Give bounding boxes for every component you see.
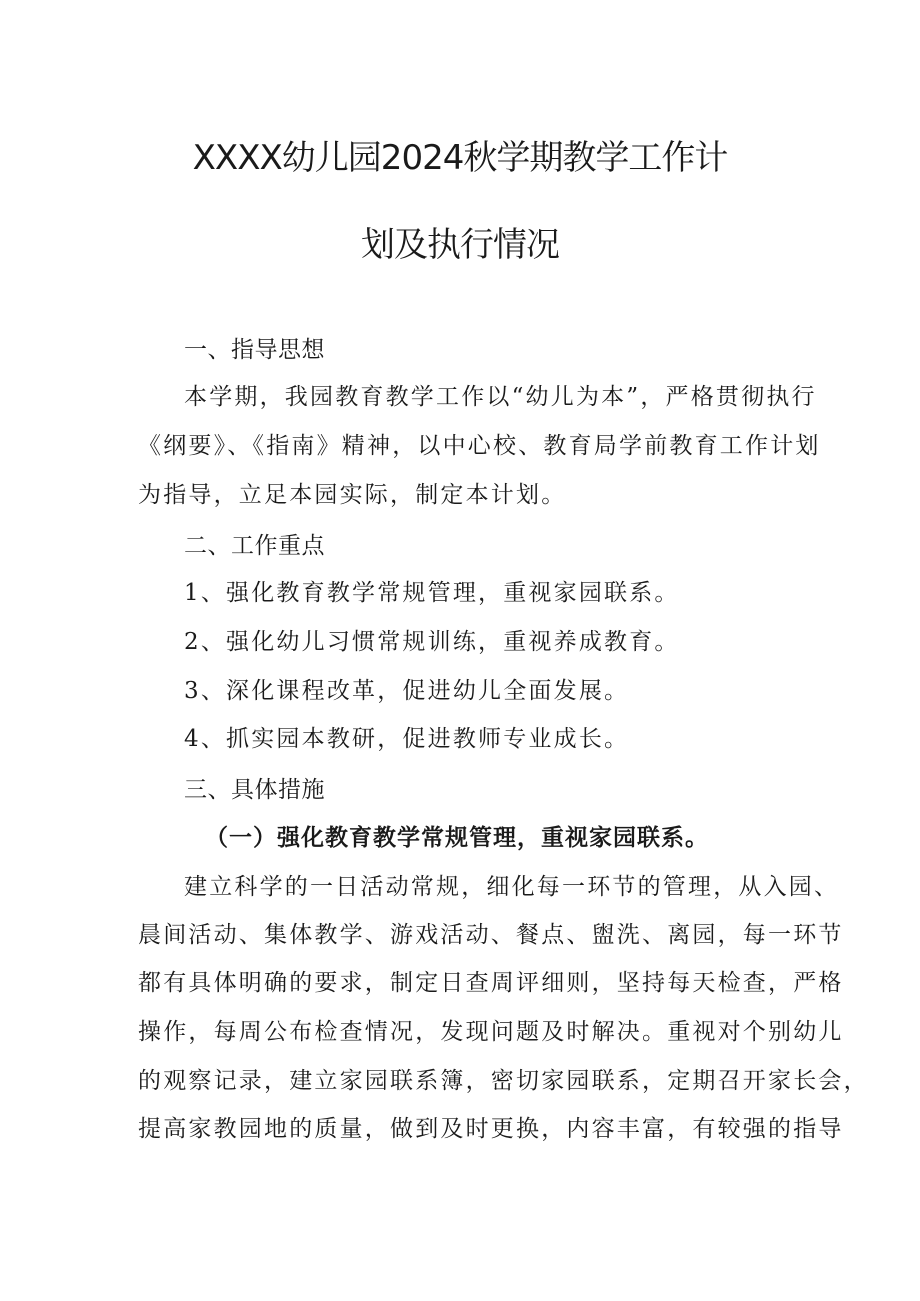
paragraph-line: 建立科学的一日活动常规，细化每一环节的管理，从入园、 — [184, 874, 840, 900]
section-heading-work-focus: 二、工作重点 — [184, 533, 325, 559]
subsection-heading: （一）强化教育教学常规管理，重视家园联系。 — [205, 824, 709, 851]
paragraph-line: 本学期，我园教育教学工作以“幼儿为本”，严格贯彻执行 — [184, 384, 817, 410]
list-item: 4、抓实园本教研，促进教师专业成长。 — [184, 726, 630, 752]
list-item: 1、强化教育教学常规管理，重视家园联系。 — [184, 580, 680, 606]
section-heading-guiding-ideology: 一、指导思想 — [184, 337, 325, 363]
paragraph-line: 的观察记录，建立家园联系簿，密切家园联系，定期召开家长会， — [138, 1068, 869, 1094]
document-title-line-1: XXXX幼儿园2024秋学期教学工作计 — [192, 138, 728, 178]
paragraph-line: 为指导，立足本园实际，制定本计划。 — [138, 482, 567, 508]
paragraph-line: 都有具体明确的要求，制定日查周评细则，坚持每天检查，严格 — [138, 970, 844, 996]
paragraph-line: 操作，每周公布检查情况，发现问题及时解决。重视对个别幼儿 — [138, 1019, 844, 1045]
section-heading-specific-measures: 三、具体措施 — [184, 777, 325, 803]
list-item: 3、深化课程改革，促进幼儿全面发展。 — [184, 678, 630, 704]
paragraph-line: 《纲要》、《指南》精神，以中心校、教育局学前教育工作计划 — [138, 433, 821, 459]
document-title-line-2: 划及执行情况 — [361, 225, 559, 265]
paragraph-line: 提高家教园地的质量，做到及时更换，内容丰富，有较强的指导 — [138, 1116, 844, 1142]
list-item: 2、强化幼儿习惯常规训练，重视养成教育。 — [184, 629, 680, 655]
paragraph-line: 晨间活动、集体教学、游戏活动、餐点、盥洗、离园，每一环节 — [138, 922, 844, 948]
